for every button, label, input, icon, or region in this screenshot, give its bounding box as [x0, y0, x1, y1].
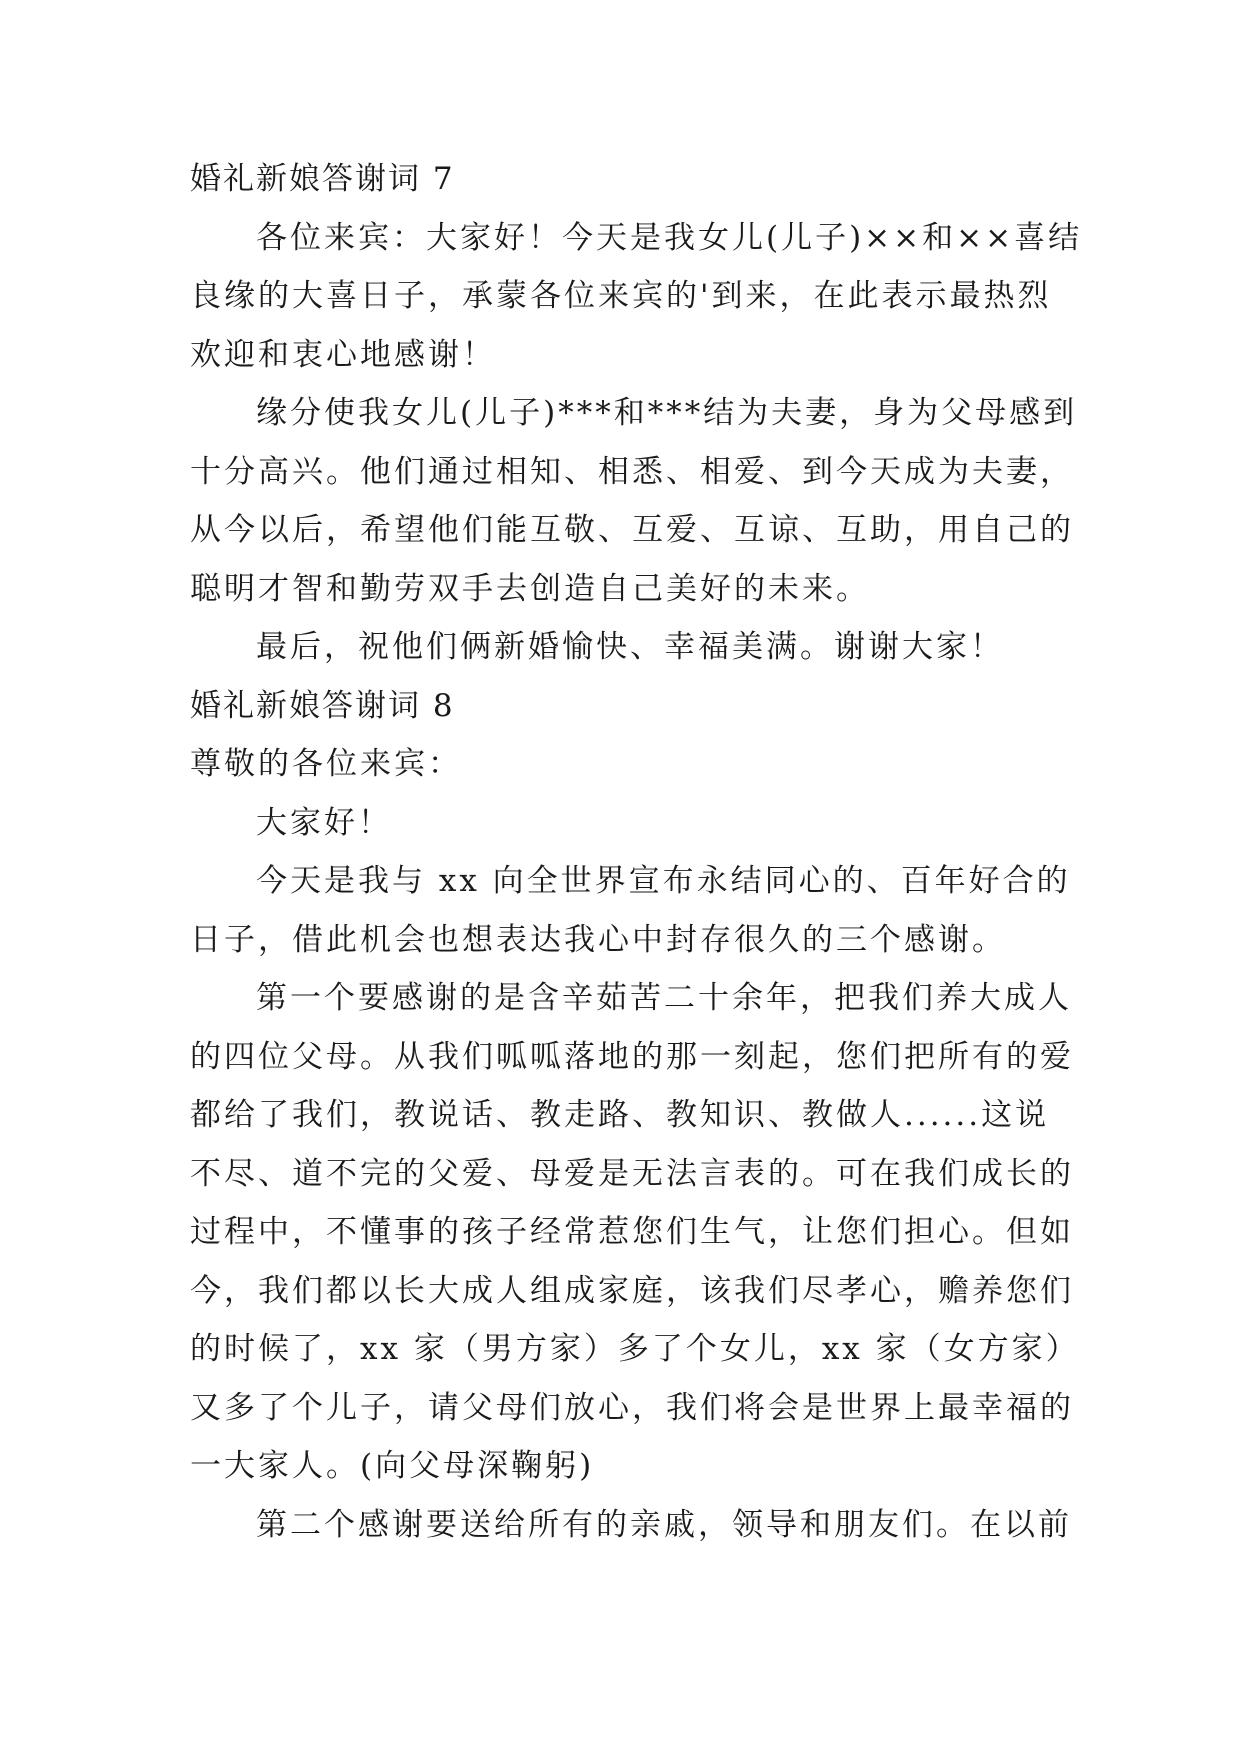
section-title-7: 婚礼新娘答谢词 7: [190, 161, 455, 197]
paragraph-line: 缘分使我女儿(儿子)***和***结为夫妻，身为父母感到: [256, 395, 1078, 431]
paragraph-line: 第二个感谢要送给所有的亲戚，领导和朋友们。在以前: [256, 1506, 1072, 1543]
paragraph-line: 的时候了，xx 家（男方家）多了个女儿，xx 家（女方家）: [190, 1331, 1080, 1367]
document-page: [190, 150, 1083, 1554]
paragraph-line: 欢迎和衷心地感谢！: [190, 336, 496, 373]
paragraph-line: 的四位父母。从我们呱呱落地的那一刻起，您们把所有的爱: [190, 1038, 1074, 1075]
salutation: 尊敬的各位来宾：: [190, 746, 462, 782]
paragraph-line: 一大家人。(向父母深鞠躬): [190, 1448, 595, 1484]
paragraph-line: 各位来宾：大家好！今天是我女儿(儿子)××和××喜结: [256, 219, 1083, 256]
paragraph-line: 良缘的大喜日子，承蒙各位来宾的'到来，在此表示最热烈: [190, 278, 1052, 314]
paragraph-line: 今，我们都以长大成人组成家庭，该我们尽孝心，赡养您们: [190, 1272, 1074, 1309]
paragraph-line: 从今以后，希望他们能互敬、互爱、互谅、互助，用自己的: [190, 512, 1074, 548]
greeting: 大家好！: [256, 804, 392, 841]
paragraph-line: 第一个要感谢的是含辛茹苦二十余年，把我们养大成人: [256, 980, 1072, 1016]
paragraph-line: 又多了个儿子，请父母们放心，我们将会是世界上最幸福的: [190, 1389, 1074, 1426]
paragraph-line: 不尽、道不完的父爱、母爱是无法言表的。可在我们成长的: [190, 1155, 1074, 1192]
paragraph-line: 聪明才智和勤劳双手去创造自己美好的未来。: [190, 570, 870, 607]
paragraph-line: 过程中，不懂事的孩子经常惹您们生气，让您们担心。但如: [190, 1214, 1074, 1250]
paragraph-line: 日子，借此机会也想表达我心中封存很久的三个感谢。: [190, 921, 1006, 958]
paragraph-line: 都给了我们，教说话、教走路、教知识、教做人......这说: [190, 1097, 1050, 1133]
paragraph-line: 十分高兴。他们通过相知、相悉、相爱、到今天成为夫妻，: [190, 453, 1074, 490]
section-title-8: 婚礼新娘答谢词 8: [190, 687, 455, 724]
paragraph-line: 今天是我与 xx 向全世界宣布永结同心的、百年好合的: [256, 863, 1071, 899]
paragraph-line: 最后，祝他们俩新婚愉快、幸福美满。谢谢大家！: [256, 629, 1004, 665]
